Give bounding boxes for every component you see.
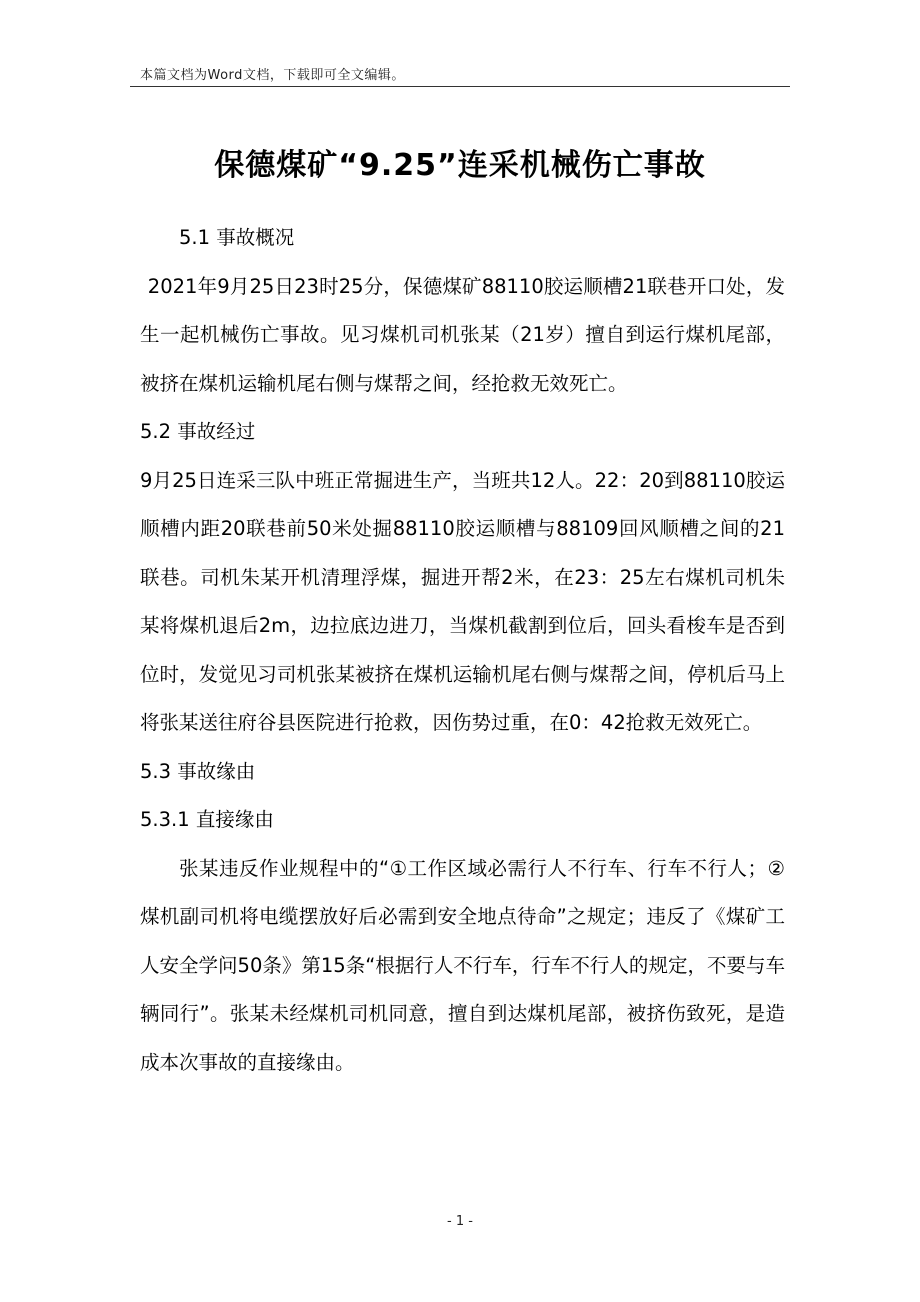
section-5-2-heading: 5.2 事故经过 <box>140 420 256 443</box>
section-5-1-paragraph: 2021年9月25日23时25分，保德煤矿88110胶运顺槽21联巷开口处，发生一起机械伤亡事故。见习煤机司机张某（21岁）擅自到运行煤机尾部，被挤在煤机运输机尾右侧与煤帮之间，经抢救无效死亡。 <box>140 274 785 395</box>
document-title: 保德煤矿“9.25”连采机械伤亡事故 <box>214 148 706 183</box>
page-number: - 1 - <box>447 1214 473 1229</box>
document-body <box>140 214 785 1087</box>
header-note: 本篇文档为Word文档，下载即可全文编辑。 <box>140 68 405 83</box>
section-5-3-1-heading: 5.3.1 直接缘由 <box>140 808 274 831</box>
section-5-3-1-paragraph: 张某违反作业规程中的“①工作区域必需行人不行车、行车不行人；②煤机副司机将电缆摆放好后必需到安全地点待命”之规定；违反了《煤矿工人安全学问50条》第15条“根据行人不行车，行车不行人的规定，不要与车辆同行”。张某未经煤机司机同意，擅自到达煤机尾部，被挤伤致死，是造成本次事故的直接缘由。 <box>140 856 785 1074</box>
section-5-2-paragraph: 9月25日连采三队中班正常掘进生产，当班共12人。22：20到88110胶运顺槽内距20联巷前50米处掘88110胶运顺槽与88109回风顺槽之间的21联巷。司机朱某开机清理浮煤，掘进开帮2米，在23：25左右煤机司机朱某将煤机退后2m，边拉底边进刀，当煤机截割到位后，回头看梭车是否到位时，发觉见习司机张某被挤在煤机运输机尾右侧与煤帮之间，停机后马上将张某送往府谷县医院进行抢救，因伤势过重，在0：42抢救无效死亡。 <box>140 468 785 734</box>
section-5-3-heading: 5.3 事故缘由 <box>140 759 256 783</box>
header-divider <box>130 86 790 87</box>
section-5-1-heading: 5.1 事故概况 <box>179 226 295 249</box>
